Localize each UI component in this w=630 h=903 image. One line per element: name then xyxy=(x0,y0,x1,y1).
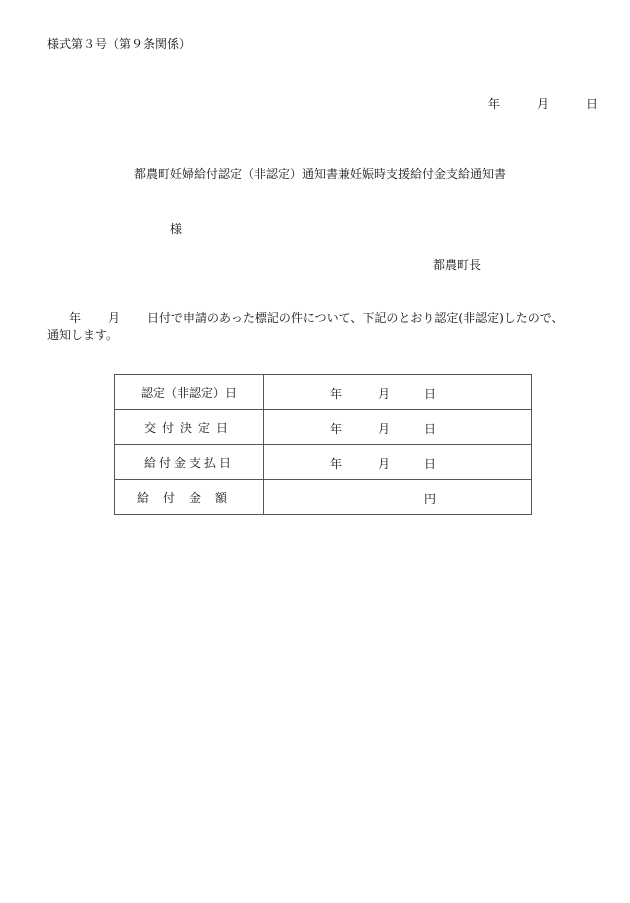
body-year: 年 xyxy=(69,311,82,325)
header-year: 年 xyxy=(488,97,501,111)
table-row xyxy=(115,375,532,410)
day-label: 日 xyxy=(424,387,437,401)
body-line1: 日付で申請のあった標記の件について、下記のとおり認定(非認定)したので、 xyxy=(147,311,564,325)
row-label: 給付金支払日 xyxy=(115,445,264,480)
issuer: 都農町長 xyxy=(433,258,482,272)
table-row xyxy=(115,410,532,445)
month-label: 月 xyxy=(378,457,391,471)
table-row xyxy=(115,445,532,480)
row-value xyxy=(264,410,532,445)
yen-unit: 円 xyxy=(424,492,437,506)
year-label: 年 xyxy=(330,457,343,471)
day-label: 日 xyxy=(424,457,437,471)
body-month: 月 xyxy=(108,311,121,325)
recipient-suffix: 様 xyxy=(170,222,183,236)
year-label: 年 xyxy=(330,387,343,401)
header-day: 日 xyxy=(586,97,599,111)
row-label: 交付決定日 xyxy=(115,410,264,445)
row-value xyxy=(264,445,532,480)
form-number: 様式第３号（第９条関係） xyxy=(47,37,192,51)
row-value xyxy=(264,480,532,515)
header-month: 月 xyxy=(537,97,550,111)
row-label: 認定（非認定）日 xyxy=(115,375,264,410)
row-value xyxy=(264,375,532,410)
month-label: 月 xyxy=(378,387,391,401)
year-label: 年 xyxy=(330,422,343,436)
day-label: 日 xyxy=(424,422,437,436)
month-label: 月 xyxy=(378,422,391,436)
row-label: 給付金額 xyxy=(115,480,264,515)
table-row xyxy=(115,480,532,515)
body-line2: 通知します。 xyxy=(47,328,119,342)
details-table xyxy=(114,374,532,515)
document-title: 都農町妊婦給付認定（非認定）通知書兼妊娠時支援給付金支給通知書 xyxy=(134,167,507,181)
